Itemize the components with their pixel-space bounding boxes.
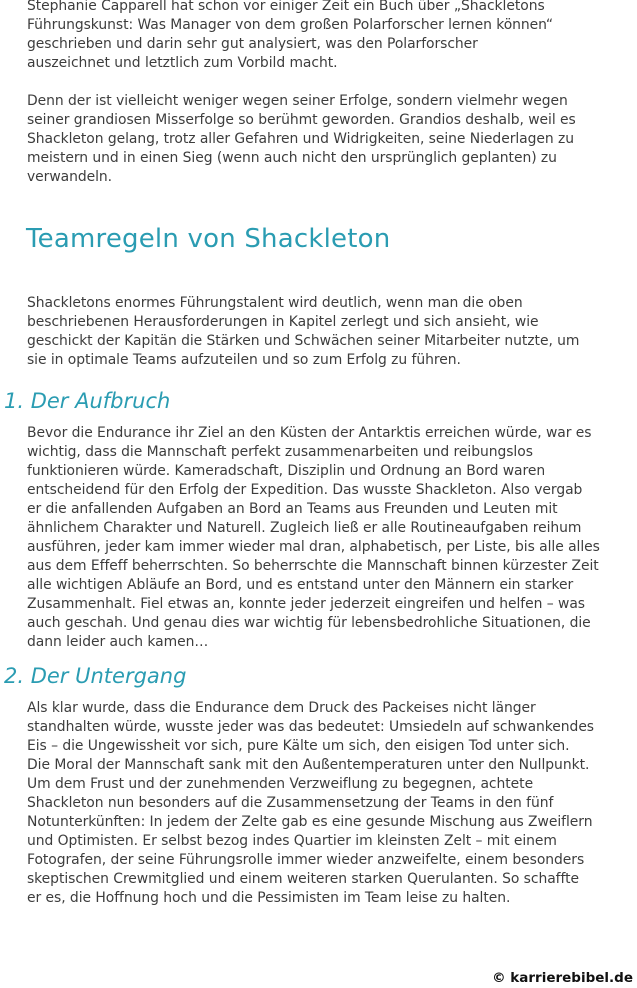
text-line: Fotografen, der seine Führungsrolle immer wieder anzweifelte, einem besonders (27, 852, 585, 868)
text-line: Shackletons enormes Führungstalent wird deutlich, wenn man die oben (27, 295, 523, 311)
text-line: Shackleton nun besonders auf die Zusammensetzung der Teams in den fünf (27, 795, 554, 811)
text-line: Notunterkünften: In jedem der Zelte gab es eine gesunde Mischung aus Zweiflern (27, 814, 593, 830)
text-line: er die anfallenden Aufgaben an Bord an Teams aus Freunden und Leuten mit (27, 501, 558, 517)
text-line: Shackleton gelang, trotz aller Gefahren und Widrigkeiten, seine Niederlagen zu (27, 131, 575, 147)
text-line: Um dem Frust und der zunehmenden Verzweiflung zu begegnen, achtete (27, 776, 534, 792)
text-line: Stephanie Capparell hat schon vor einiger Zeit ein Buch über „Shackletons (27, 0, 545, 14)
chapter-2-paragraph (27, 699, 637, 908)
text-line: geschrieben und darin sehr gut analysiert, was den Polarforscher (27, 36, 478, 52)
text-line: entscheidend für den Erfolg der Expedition. Das wusste Shackleton. Also vergab (27, 482, 583, 498)
text-line: Zusammenhalt. Fiel etwas an, konnte jeder jederzeit eingreifen und helfen – was (27, 596, 585, 612)
intro-paragraph-1 (27, 0, 637, 73)
text-line: auszeichnet und letztlich zum Vorbild macht. (27, 55, 338, 71)
text-line: Bevor die Endurance ihr Ziel an den Küsten der Antarktis erreichen würde, war es (27, 425, 592, 441)
chapter-2-title: 2. Der Untergang (4, 664, 187, 688)
intro-paragraph-2 (27, 92, 637, 187)
text-line: alle wichtigen Abläufe an Bord, und es entstand unter den Männern ein starker (27, 577, 574, 593)
chapter-1-title: 1. Der Aufbruch (4, 389, 171, 413)
text-line: funktionieren würde. Kameradschaft, Disziplin und Ordnung an Bord waren (27, 463, 546, 479)
chapter-1-paragraph (27, 424, 637, 652)
text-line: Als klar wurde, dass die Endurance dem Druck des Packeises nicht länger (27, 700, 536, 716)
text-line: sie in optimale Teams aufzuteilen und so zum Erfolg zu führen. (27, 352, 461, 368)
text-line: ausführen, jeder kam immer wieder mal dran, alphabetisch, per Liste, bis alle alles (27, 539, 600, 555)
text-line: ähnlichem Charakter und Naturell. Zugleich ließ er alle Routineaufgaben reihum (27, 520, 582, 536)
section-intro-paragraph (27, 294, 637, 370)
text-line: auch geschah. Und genau dies war wichtig für lebensbedrohliche Situationen, die (27, 615, 591, 631)
text-line: er es, die Hoffnung hoch und die Pessimisten im Team leise zu halten. (27, 890, 511, 906)
copyright-footer: © karrierebibel.de (492, 970, 633, 986)
text-line: Denn der ist vielleicht weniger wegen seiner Erfolge, sondern vielmehr wegen (27, 93, 568, 109)
text-line: verwandeln. (27, 169, 113, 185)
text-line: Führungskunst: Was Manager von dem großen Polarforscher lernen können“ (27, 17, 554, 33)
text-line: geschickt der Kapitän die Stärken und Schwächen seiner Mitarbeiter nutzte, um (27, 333, 580, 349)
text-line: aus dem Effeff beherrschten. So beherrschte die Mannschaft binnen kürzester Zeit (27, 558, 599, 574)
text-line: Die Moral der Mannschaft sank mit den Außentemperaturen unter den Nullpunkt. (27, 757, 590, 773)
text-line: Eis – die Ungewissheit vor sich, pure Kälte um sich, den eisigen Tod unter sich. (27, 738, 570, 754)
text-line: standhalten würde, wusste jeder was das bedeutet: Umsiedeln auf schwankendes (27, 719, 594, 735)
text-line: dann leider auch kamen… (27, 634, 209, 650)
text-line: seiner grandiosen Misserfolge so berühmt geworden. Grandios deshalb, weil es (27, 112, 576, 128)
text-line: beschriebenen Herausforderungen in Kapitel zerlegt und sich ansieht, wie (27, 314, 539, 330)
text-line: skeptischen Crewmitglied und einem weiteren starken Querulanten. So schaffte (27, 871, 580, 887)
text-line: und Optimisten. Er selbst bezog indes Quartier im kleinsten Zelt – mit einem (27, 833, 557, 849)
text-line: wichtig, dass die Mannschaft perfekt zusammenarbeiten und reibungslos (27, 444, 533, 460)
section-title: Teamregeln von Shackleton (26, 224, 391, 254)
text-line: meistern und in einen Sieg (wenn auch nicht den ursprünglich geplanten) zu (27, 150, 557, 166)
